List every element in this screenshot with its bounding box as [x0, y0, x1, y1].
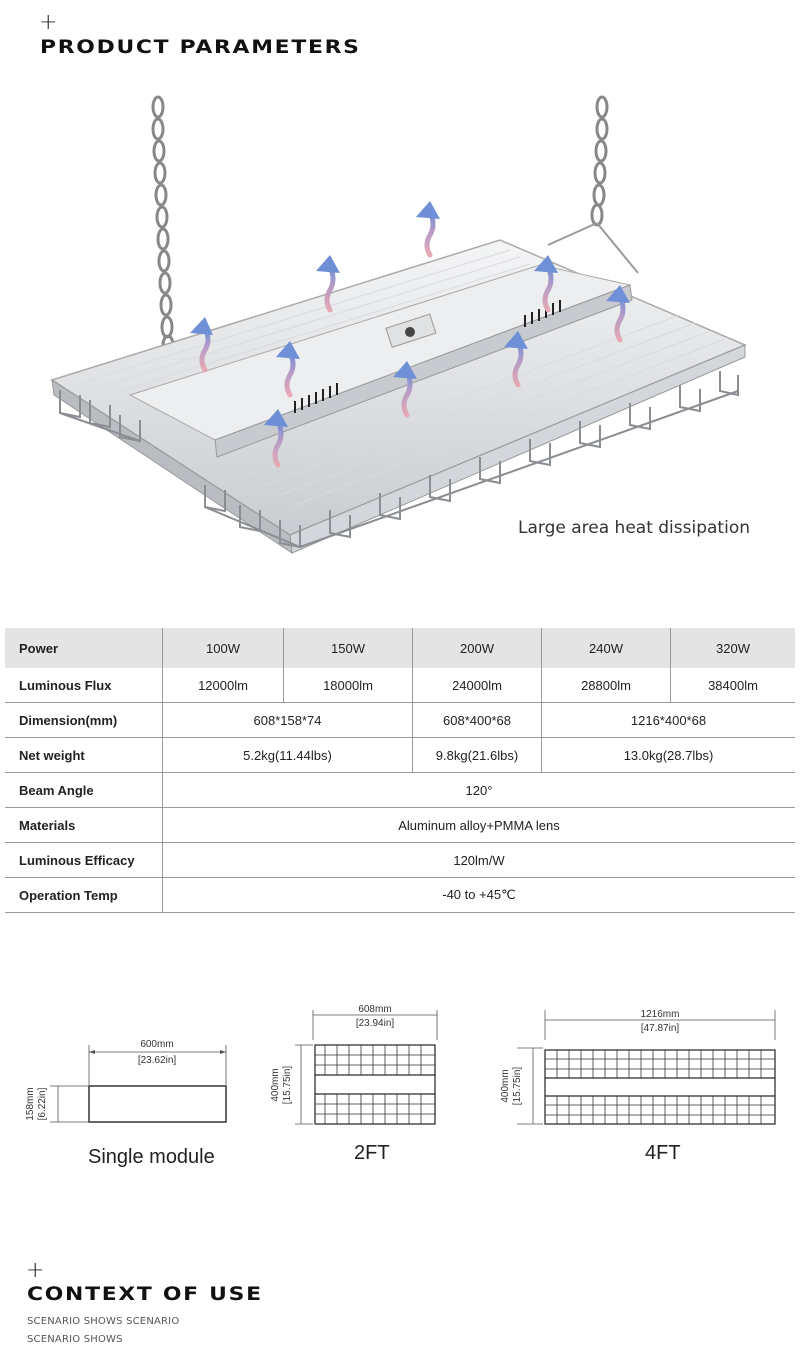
2ft-drawing — [265, 1000, 445, 1130]
single-module-drawing — [20, 1030, 240, 1140]
table-cell: 608*400*68 — [413, 703, 542, 738]
4ft-drawing — [495, 1000, 785, 1130]
4ft-width-in: [47.87in] — [640, 1023, 680, 1034]
table-cell: 608*158*74 — [163, 703, 413, 738]
table-cell: 24000lm — [413, 668, 542, 703]
table-row-power — [5, 628, 795, 668]
single-height-mm: 158mm — [25, 1087, 36, 1121]
table-cell: -40 to +45℃ — [163, 878, 796, 913]
table-row-flux — [5, 668, 795, 703]
table-row-temp — [5, 878, 795, 913]
table-cell: 320W — [671, 628, 796, 668]
section-title-parameters: PRODUCT PARAMETERS — [40, 36, 361, 58]
row-label: Operation Temp — [5, 878, 163, 913]
plus-icon: + — [39, 10, 58, 35]
row-label: Luminous Efficacy — [5, 843, 163, 878]
scenario-subtitle-1: SCENARIO SHOWS SCENARIO — [27, 1316, 180, 1327]
4ft-height-mm: 400mm — [500, 1069, 511, 1103]
table-cell: 240W — [542, 628, 671, 668]
product-illustration — [40, 95, 760, 565]
table-cell: 9.8kg(21.6lbs) — [413, 738, 542, 773]
row-label: Luminous Flux — [5, 668, 163, 703]
2ft-height-in: [15.75in] — [282, 1065, 293, 1105]
parameters-table — [5, 628, 795, 913]
row-label: Dimension(mm) — [5, 703, 163, 738]
table-cell: 12000lm — [163, 668, 284, 703]
row-label: Beam Angle — [5, 773, 163, 808]
4ft-width-mm: 1216mm — [640, 1009, 680, 1020]
single-width-mm: 600mm — [140, 1039, 174, 1050]
plus-icon: + — [26, 1258, 45, 1283]
4ft-height-in: [15.75in] — [512, 1066, 523, 1106]
table-cell: 100W — [163, 628, 284, 668]
4ft-label: 4FT — [645, 1142, 681, 1164]
table-cell: 120° — [163, 773, 796, 808]
row-label: Net weight — [5, 738, 163, 773]
row-label: Materials — [5, 808, 163, 843]
table-cell: 150W — [284, 628, 413, 668]
table-cell: 18000lm — [284, 668, 413, 703]
table-row-beam — [5, 773, 795, 808]
section-title-context: CONTEXT OF USE — [27, 1283, 263, 1305]
single-height-in: [6.22in] — [37, 1087, 48, 1121]
table-cell: 5.2kg(11.44lbs) — [163, 738, 413, 773]
table-row-materials — [5, 808, 795, 843]
2ft-width-in: [23.94in] — [355, 1018, 395, 1029]
single-module-label: Single module — [88, 1146, 215, 1168]
hero-caption: Large area heat dissipation — [518, 518, 750, 538]
left-chain — [153, 97, 173, 354]
2ft-height-mm: 400mm — [270, 1068, 281, 1102]
row-label: Power — [5, 628, 163, 668]
scenario-subtitle-2: SCENARIO SHOWS — [27, 1334, 123, 1345]
table-cell: 28800lm — [542, 668, 671, 703]
2ft-label: 2FT — [354, 1142, 390, 1164]
table-cell: 1216*400*68 — [542, 703, 796, 738]
table-cell: 13.0kg(28.7lbs) — [542, 738, 796, 773]
2ft-width-mm: 608mm — [358, 1004, 392, 1015]
table-cell: 200W — [413, 628, 542, 668]
table-row-dimension — [5, 703, 795, 738]
table-cell: 120lm/W — [163, 843, 796, 878]
right-chain — [592, 97, 607, 225]
table-row-weight — [5, 738, 795, 773]
table-cell: 38400lm — [671, 668, 796, 703]
table-row-efficacy — [5, 843, 795, 878]
table-cell: Aluminum alloy+PMMA lens — [163, 808, 796, 843]
single-width-in: [23.62in] — [137, 1055, 177, 1066]
